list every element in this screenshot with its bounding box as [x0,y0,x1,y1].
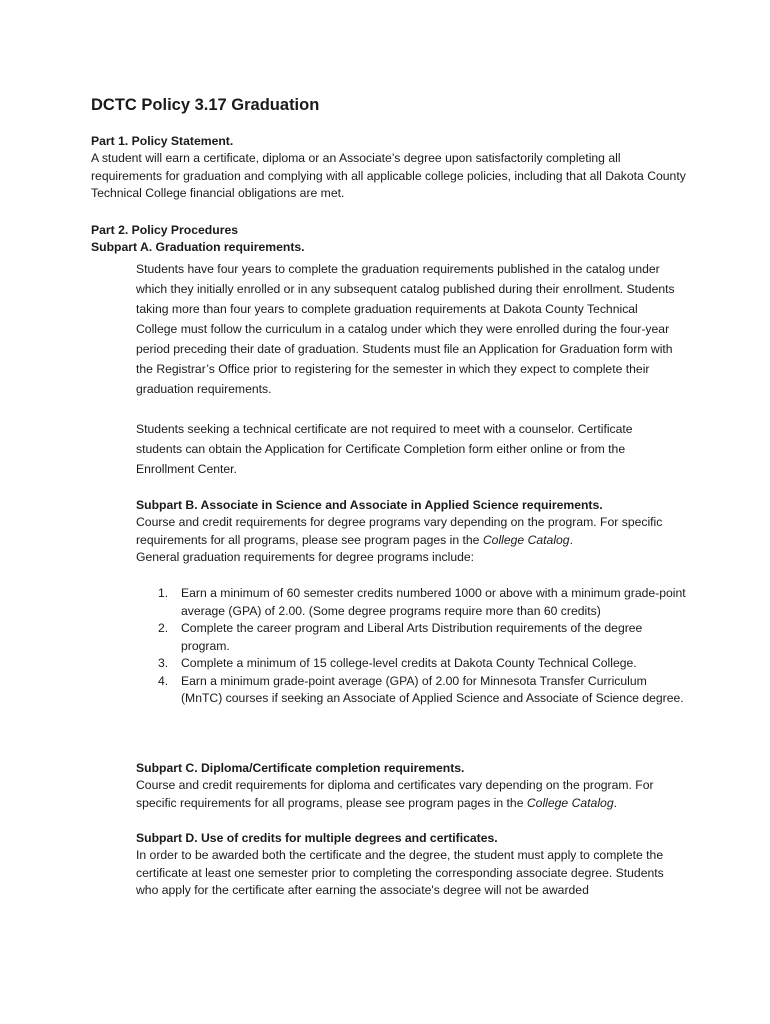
subpart-d-body: In order to be awarded both the certificate and the degree, the student must apply to complete the certificate at least one semester prior to completing the corresponding associate degree. Students who apply for the certificate after earning the associate's degree will not be awarded [136,848,664,897]
list-item-text: Earn a minimum of 60 semester credits numbered 1000 or above with a minimum grade-point average (GPA) of 2.00. (Some degree programs require more than 60 credits) [181,586,686,618]
college-catalog-reference: College Catalog [526,795,614,810]
list-item [136,585,691,620]
subpart-b-intro [136,514,681,567]
list-item-text: Earn a minimum grade-point average (GPA) of 2.00 for Minnesota Transfer Curriculum (MnTC) courses if seeking an Associate of Applied Science and Associate of Science degree. [181,673,684,705]
subpart-b-intro-line2: General graduation requirements for degree programs include: [136,550,475,564]
subpart-b-heading: Subpart B. Associate in Science and Associate in Applied Science requirements. [136,498,603,512]
subpart-c-body-end: . [613,795,617,810]
subpart-a-paragraph-2: Students seeking a technical certificate are not required to meet with a counselor. Certificate students can obtain the Application for Certificate Completion form either online or from the Enrollment Center. [136,422,633,476]
list-item-number: 3. [158,656,169,670]
part1-body: A student will earn a certificate, diploma or an Associate’s degree upon satisfactorily completing all requirements for graduation and complying with all applicable college policies, including that all Dakota County Technical College financial obligations are met. [91,151,686,200]
list-item [136,655,691,673]
list-item-text: Complete a minimum of 15 college-level credits at Dakota County Technical College. [181,656,637,670]
list-item-number: 4. [158,673,169,688]
degree-requirements-list [136,585,691,708]
list-item-number: 2. [158,621,169,635]
list-item [136,620,691,655]
college-catalog-reference: College Catalog [482,532,570,547]
subpart-c-body-text: Course and credit requirements for diploma and certificates vary depending on the program. For specific requirements for all programs, please see program pages in the [136,778,654,810]
subpart-c-heading: Subpart C. Diploma/Certificate completion requirements. [136,761,465,775]
part2-heading: Part 2. Policy Procedures [91,223,238,237]
subpart-b-intro-end: . [569,532,573,547]
page-title: DCTC Policy 3.17 Graduation [91,96,320,114]
subpart-c-body [136,777,684,812]
subpart-a-heading: Subpart A. Graduation requirements. [91,240,305,254]
subpart-a-paragraph-1: Students have four years to complete the graduation requirements published in the catalog under which they initially enrolled or in any subsequent catalog published during their enrollment. Students taking more than four years to complete graduation requirements at Dakota County Technical College must follow the curriculum in a catalog under which they were enrolled during the four-year period preceding their date of graduation. Students must file an Application for Graduation form with the Registrar’s Office prior to registering for the semester in which they expect to complete their graduation requirements. [136,262,675,396]
subpart-b-intro-text: Course and credit requirements for degree programs vary depending on the program. For specific requirements for all programs, please see program pages in the [136,515,663,547]
subpart-d-heading: Subpart D. Use of credits for multiple degrees and certificates. [136,831,498,845]
part1-heading: Part 1. Policy Statement. [91,134,234,148]
list-item-number: 1. [158,586,169,600]
list-item-text: Complete the career program and Liberal Arts Distribution requirements of the degree program. [181,621,643,653]
list-item [136,673,691,708]
